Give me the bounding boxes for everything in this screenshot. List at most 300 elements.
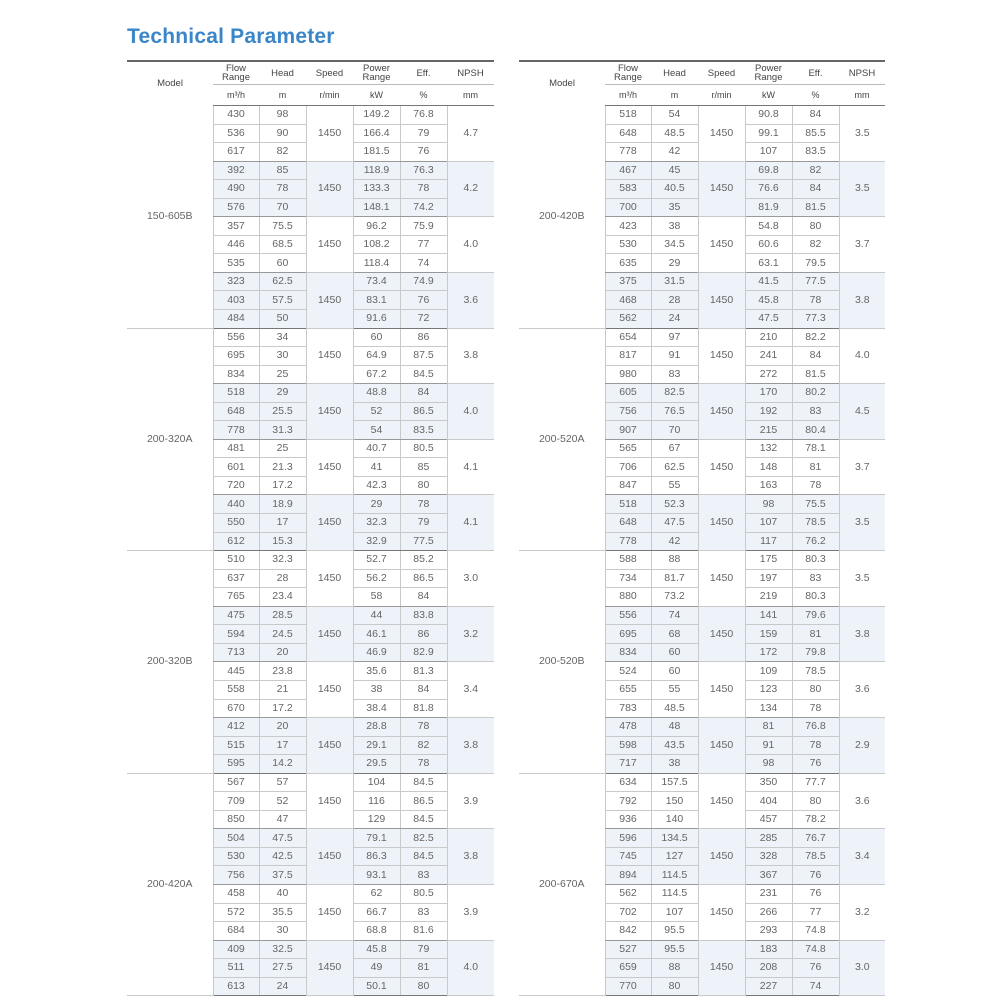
eff-cell: 76.8 xyxy=(400,106,447,125)
npsh-cell: 3.6 xyxy=(447,272,494,328)
head-cell: 27.5 xyxy=(259,959,306,978)
eff-cell: 85.2 xyxy=(400,551,447,570)
eff-cell: 80 xyxy=(400,977,447,996)
head-cell: 20 xyxy=(259,718,306,737)
eff-cell: 82.2 xyxy=(792,328,839,347)
head-cell: 95.5 xyxy=(651,940,698,959)
eff-cell: 75.5 xyxy=(792,495,839,514)
flow-cell: 880 xyxy=(605,588,651,607)
eff-cell: 77 xyxy=(400,235,447,254)
flow-cell: 709 xyxy=(213,792,259,811)
power-cell: 328 xyxy=(745,847,792,866)
flow-cell: 588 xyxy=(605,551,651,570)
head-cell: 52 xyxy=(259,792,306,811)
flow-cell: 468 xyxy=(605,291,651,310)
speed-cell: 1450 xyxy=(306,551,353,607)
power-cell: 44 xyxy=(353,606,400,625)
power-cell: 272 xyxy=(745,365,792,384)
flow-cell: 706 xyxy=(605,458,651,477)
speed-cell: 1450 xyxy=(698,495,745,551)
power-cell: 116 xyxy=(353,792,400,811)
page-title: Technical Parameter xyxy=(127,25,335,48)
power-cell: 54 xyxy=(353,421,400,440)
head-cell: 60 xyxy=(259,254,306,273)
flow-cell: 556 xyxy=(213,328,259,347)
eff-cell: 78 xyxy=(400,495,447,514)
head-cell: 57 xyxy=(259,773,306,792)
model-name: 200-670A xyxy=(519,773,605,996)
flow-cell: 684 xyxy=(213,922,259,941)
speed-cell: 1450 xyxy=(306,662,353,718)
power-cell: 29.1 xyxy=(353,736,400,755)
power-cell: 197 xyxy=(745,569,792,588)
head-cell: 80 xyxy=(651,977,698,996)
power-cell: 129 xyxy=(353,810,400,829)
power-cell: 76.6 xyxy=(745,180,792,199)
flow-cell: 357 xyxy=(213,217,259,236)
eff-cell: 84 xyxy=(792,180,839,199)
power-cell: 52.7 xyxy=(353,551,400,570)
parameter-table xyxy=(127,60,494,996)
flow-cell: 530 xyxy=(213,847,259,866)
npsh-cell: 3.6 xyxy=(839,662,885,718)
flow-cell: 720 xyxy=(213,476,259,495)
power-cell: 109 xyxy=(745,662,792,681)
power-cell: 56.2 xyxy=(353,569,400,588)
power-cell: 98 xyxy=(745,495,792,514)
model-name: 200-520B xyxy=(519,551,605,774)
model-name: 200-520A xyxy=(519,328,605,551)
eff-cell: 78 xyxy=(400,180,447,199)
eff-cell: 80.2 xyxy=(792,384,839,403)
flow-cell: 518 xyxy=(605,106,651,125)
power-cell: 141 xyxy=(745,606,792,625)
eff-cell: 78.5 xyxy=(792,662,839,681)
eff-cell: 86 xyxy=(400,328,447,347)
flow-cell: 423 xyxy=(605,217,651,236)
head-header: Head xyxy=(651,61,698,85)
flow-cell: 670 xyxy=(213,699,259,718)
power-cell: 81 xyxy=(745,718,792,737)
eff-cell: 81 xyxy=(400,959,447,978)
head-cell: 32.5 xyxy=(259,940,306,959)
power-cell: 215 xyxy=(745,421,792,440)
model-header: Model xyxy=(519,61,605,106)
head-cell: 23.4 xyxy=(259,588,306,607)
eff-cell: 76.8 xyxy=(792,718,839,737)
npsh-cell: 4.0 xyxy=(447,217,494,273)
eff-cell: 77.7 xyxy=(792,773,839,792)
flow-cell: 535 xyxy=(213,254,259,273)
eff-cell: 84 xyxy=(792,106,839,125)
flow-cell: 659 xyxy=(605,959,651,978)
power-cell: 285 xyxy=(745,829,792,848)
power-unit: kW xyxy=(353,85,400,106)
npsh-cell: 3.0 xyxy=(839,940,885,996)
flow-cell: 756 xyxy=(213,866,259,885)
power-cell: 219 xyxy=(745,588,792,607)
flow-cell: 765 xyxy=(213,588,259,607)
flow-cell: 392 xyxy=(213,161,259,180)
power-cell: 227 xyxy=(745,977,792,996)
power-cell: 181.5 xyxy=(353,143,400,162)
power-cell: 45.8 xyxy=(745,291,792,310)
flow-cell: 634 xyxy=(605,773,651,792)
speed-cell: 1450 xyxy=(698,328,745,384)
eff-cell: 80.5 xyxy=(400,439,447,458)
eff-cell: 77 xyxy=(792,903,839,922)
head-cell: 30 xyxy=(259,922,306,941)
head-cell: 28.5 xyxy=(259,606,306,625)
power-cell: 54.8 xyxy=(745,217,792,236)
npsh-cell: 3.6 xyxy=(839,773,885,829)
flow-cell: 635 xyxy=(605,254,651,273)
power-cell: 91.6 xyxy=(353,310,400,329)
eff-cell: 76.3 xyxy=(400,161,447,180)
power-cell: 47.5 xyxy=(745,310,792,329)
speed-header: Speed xyxy=(698,61,745,85)
head-cell: 83 xyxy=(651,365,698,384)
npsh-cell: 3.8 xyxy=(839,272,885,328)
eff-cell: 81.6 xyxy=(400,922,447,941)
power-cell: 133.3 xyxy=(353,180,400,199)
npsh-cell: 3.4 xyxy=(839,829,885,885)
flow-cell: 778 xyxy=(605,532,651,551)
eff-header: Eff. xyxy=(792,61,839,85)
eff-cell: 82.5 xyxy=(400,829,447,848)
speed-cell: 1450 xyxy=(306,217,353,273)
eff-cell: 80 xyxy=(400,476,447,495)
power-cell: 83.1 xyxy=(353,291,400,310)
eff-cell: 76 xyxy=(400,143,447,162)
power-cell: 45.8 xyxy=(353,940,400,959)
head-cell: 25 xyxy=(259,365,306,384)
speed-unit: r/min xyxy=(698,85,745,106)
power-cell: 132 xyxy=(745,439,792,458)
eff-cell: 76.2 xyxy=(792,532,839,551)
head-cell: 127 xyxy=(651,847,698,866)
head-cell: 48.5 xyxy=(651,699,698,718)
eff-cell: 78.5 xyxy=(792,514,839,533)
head-cell: 47 xyxy=(259,810,306,829)
head-cell: 14.2 xyxy=(259,755,306,774)
power-cell: 99.1 xyxy=(745,124,792,143)
flow-cell: 756 xyxy=(605,402,651,421)
flow-cell: 515 xyxy=(213,736,259,755)
head-cell: 47.5 xyxy=(259,829,306,848)
power-cell: 148.1 xyxy=(353,198,400,217)
speed-cell: 1450 xyxy=(698,940,745,996)
parameter-table-left xyxy=(127,60,494,996)
npsh-cell: 3.5 xyxy=(839,495,885,551)
eff-cell: 85.5 xyxy=(792,124,839,143)
power-cell: 163 xyxy=(745,476,792,495)
head-cell: 24 xyxy=(651,310,698,329)
eff-cell: 78.5 xyxy=(792,847,839,866)
power-cell: 107 xyxy=(745,514,792,533)
speed-cell: 1450 xyxy=(306,940,353,996)
power-cell: 192 xyxy=(745,402,792,421)
flow-cell: 375 xyxy=(605,272,651,291)
eff-cell: 76 xyxy=(792,866,839,885)
npsh-cell: 3.0 xyxy=(447,551,494,607)
flow-cell: 850 xyxy=(213,810,259,829)
head-cell: 150 xyxy=(651,792,698,811)
eff-cell: 76 xyxy=(400,291,447,310)
flow-cell: 562 xyxy=(605,310,651,329)
speed-cell: 1450 xyxy=(698,106,745,162)
eff-cell: 77.5 xyxy=(792,272,839,291)
speed-cell: 1450 xyxy=(306,884,353,940)
power-cell: 42.3 xyxy=(353,476,400,495)
flow-cell: 478 xyxy=(605,718,651,737)
head-cell: 28 xyxy=(259,569,306,588)
eff-cell: 86 xyxy=(400,625,447,644)
model-header: Model xyxy=(127,61,213,106)
eff-cell: 78 xyxy=(400,755,447,774)
power-cell: 38 xyxy=(353,680,400,699)
npsh-cell: 3.2 xyxy=(839,884,885,940)
head-cell: 42 xyxy=(651,143,698,162)
flow-cell: 445 xyxy=(213,662,259,681)
speed-cell: 1450 xyxy=(306,106,353,162)
eff-cell: 72 xyxy=(400,310,447,329)
flow-cell: 536 xyxy=(213,124,259,143)
table-row xyxy=(519,551,885,570)
power-cell: 50.1 xyxy=(353,977,400,996)
eff-cell: 82.9 xyxy=(400,643,447,662)
head-cell: 78 xyxy=(259,180,306,199)
flow-cell: 556 xyxy=(605,606,651,625)
eff-cell: 77.3 xyxy=(792,310,839,329)
eff-cell: 82 xyxy=(792,161,839,180)
head-cell: 91 xyxy=(651,347,698,366)
head-cell: 55 xyxy=(651,680,698,699)
flow-cell: 778 xyxy=(213,421,259,440)
eff-cell: 74 xyxy=(792,977,839,996)
power-cell: 29.5 xyxy=(353,755,400,774)
npsh-cell: 3.9 xyxy=(447,884,494,940)
eff-cell: 78 xyxy=(792,476,839,495)
npsh-cell: 3.8 xyxy=(839,606,885,662)
eff-cell: 82 xyxy=(792,235,839,254)
eff-cell: 84.5 xyxy=(400,847,447,866)
flow-cell: 576 xyxy=(213,198,259,217)
flow-cell: 817 xyxy=(605,347,651,366)
head-cell: 35.5 xyxy=(259,903,306,922)
flow-cell: 562 xyxy=(605,884,651,903)
head-unit: m xyxy=(259,85,306,106)
head-cell: 48.5 xyxy=(651,124,698,143)
eff-cell: 74.8 xyxy=(792,940,839,959)
npsh-cell: 4.7 xyxy=(447,106,494,162)
flow-cell: 617 xyxy=(213,143,259,162)
power-cell: 104 xyxy=(353,773,400,792)
eff-cell: 78 xyxy=(792,699,839,718)
head-cell: 43.5 xyxy=(651,736,698,755)
power-cell: 210 xyxy=(745,328,792,347)
flow-cell: 510 xyxy=(213,551,259,570)
flow-cell: 598 xyxy=(605,736,651,755)
head-header: Head xyxy=(259,61,306,85)
power-header: Power Range xyxy=(353,61,400,85)
speed-cell: 1450 xyxy=(306,773,353,829)
eff-cell: 84 xyxy=(400,384,447,403)
npsh-cell: 4.0 xyxy=(839,328,885,384)
flow-cell: 605 xyxy=(605,384,651,403)
power-cell: 86.3 xyxy=(353,847,400,866)
eff-cell: 83.8 xyxy=(400,606,447,625)
head-cell: 25 xyxy=(259,439,306,458)
power-cell: 293 xyxy=(745,922,792,941)
head-cell: 17 xyxy=(259,514,306,533)
head-cell: 67 xyxy=(651,439,698,458)
head-cell: 88 xyxy=(651,551,698,570)
eff-cell: 75.9 xyxy=(400,217,447,236)
npsh-cell: 3.8 xyxy=(447,328,494,384)
flow-cell: 792 xyxy=(605,792,651,811)
power-cell: 241 xyxy=(745,347,792,366)
power-cell: 32.9 xyxy=(353,532,400,551)
power-cell: 29 xyxy=(353,495,400,514)
eff-cell: 79.8 xyxy=(792,643,839,662)
eff-cell: 83.5 xyxy=(792,143,839,162)
eff-cell: 76 xyxy=(792,755,839,774)
flow-cell: 702 xyxy=(605,903,651,922)
power-cell: 35.6 xyxy=(353,662,400,681)
eff-cell: 80.4 xyxy=(792,421,839,440)
flow-cell: 530 xyxy=(605,235,651,254)
power-cell: 108.2 xyxy=(353,235,400,254)
eff-cell: 82 xyxy=(400,736,447,755)
eff-cell: 78 xyxy=(792,291,839,310)
flow-cell: 745 xyxy=(605,847,651,866)
head-cell: 50 xyxy=(259,310,306,329)
flow-cell: 511 xyxy=(213,959,259,978)
head-cell: 76.5 xyxy=(651,402,698,421)
power-cell: 63.1 xyxy=(745,254,792,273)
eff-cell: 80.3 xyxy=(792,588,839,607)
head-cell: 81.7 xyxy=(651,569,698,588)
model-name: 200-320A xyxy=(127,328,213,551)
eff-cell: 83 xyxy=(400,903,447,922)
npsh-cell: 3.7 xyxy=(839,217,885,273)
npsh-cell: 3.8 xyxy=(447,829,494,885)
power-cell: 66.7 xyxy=(353,903,400,922)
flow-cell: 654 xyxy=(605,328,651,347)
head-cell: 90 xyxy=(259,124,306,143)
head-cell: 95.5 xyxy=(651,922,698,941)
flow-unit: m³/h xyxy=(605,85,651,106)
power-cell: 46.1 xyxy=(353,625,400,644)
head-cell: 82 xyxy=(259,143,306,162)
head-cell: 34.5 xyxy=(651,235,698,254)
npsh-cell: 3.9 xyxy=(447,773,494,829)
speed-cell: 1450 xyxy=(698,439,745,495)
power-cell: 118.4 xyxy=(353,254,400,273)
eff-cell: 86.5 xyxy=(400,792,447,811)
flow-cell: 430 xyxy=(213,106,259,125)
flow-cell: 518 xyxy=(213,384,259,403)
head-cell: 38 xyxy=(651,217,698,236)
flow-cell: 613 xyxy=(213,977,259,996)
eff-cell: 74.2 xyxy=(400,198,447,217)
speed-cell: 1450 xyxy=(698,161,745,217)
power-cell: 404 xyxy=(745,792,792,811)
npsh-cell: 4.1 xyxy=(447,495,494,551)
eff-cell: 83 xyxy=(792,402,839,421)
power-cell: 46.9 xyxy=(353,643,400,662)
flow-cell: 648 xyxy=(605,124,651,143)
flow-cell: 847 xyxy=(605,476,651,495)
speed-cell: 1450 xyxy=(306,272,353,328)
flow-cell: 440 xyxy=(213,495,259,514)
npsh-cell: 3.5 xyxy=(839,106,885,162)
eff-cell: 81 xyxy=(792,625,839,644)
flow-cell: 648 xyxy=(213,402,259,421)
head-cell: 60 xyxy=(651,662,698,681)
head-cell: 30 xyxy=(259,347,306,366)
head-cell: 47.5 xyxy=(651,514,698,533)
head-cell: 23.8 xyxy=(259,662,306,681)
flow-cell: 834 xyxy=(213,365,259,384)
head-cell: 31.5 xyxy=(651,272,698,291)
power-cell: 172 xyxy=(745,643,792,662)
npsh-cell: 4.0 xyxy=(447,940,494,996)
eff-cell: 81.5 xyxy=(792,198,839,217)
eff-cell: 80 xyxy=(792,680,839,699)
head-cell: 15.3 xyxy=(259,532,306,551)
head-cell: 60 xyxy=(651,643,698,662)
flow-cell: 734 xyxy=(605,569,651,588)
speed-cell: 1450 xyxy=(698,384,745,440)
eff-cell: 80 xyxy=(792,217,839,236)
head-cell: 74 xyxy=(651,606,698,625)
eff-cell: 74.9 xyxy=(400,272,447,291)
eff-cell: 83 xyxy=(400,866,447,885)
speed-header: Speed xyxy=(306,61,353,85)
flow-cell: 475 xyxy=(213,606,259,625)
power-cell: 40.7 xyxy=(353,439,400,458)
flow-cell: 770 xyxy=(605,977,651,996)
eff-cell: 84.5 xyxy=(400,365,447,384)
eff-cell: 80.5 xyxy=(400,884,447,903)
power-cell: 62 xyxy=(353,884,400,903)
flow-cell: 558 xyxy=(213,680,259,699)
parameter-table xyxy=(519,60,885,996)
npsh-cell: 4.2 xyxy=(447,161,494,217)
speed-cell: 1450 xyxy=(698,829,745,885)
speed-cell: 1450 xyxy=(306,829,353,885)
flow-cell: 695 xyxy=(213,347,259,366)
eff-cell: 79 xyxy=(400,124,447,143)
eff-cell: 81.8 xyxy=(400,699,447,718)
model-name: 200-320B xyxy=(127,551,213,774)
eff-header: Eff. xyxy=(400,61,447,85)
flow-cell: 524 xyxy=(605,662,651,681)
eff-cell: 86.5 xyxy=(400,569,447,588)
head-cell: 62.5 xyxy=(259,272,306,291)
head-cell: 134.5 xyxy=(651,829,698,848)
power-cell: 96.2 xyxy=(353,217,400,236)
power-cell: 457 xyxy=(745,810,792,829)
flow-cell: 481 xyxy=(213,439,259,458)
model-name: 200-420A xyxy=(127,773,213,996)
table-row xyxy=(127,551,494,570)
head-cell: 57.5 xyxy=(259,291,306,310)
flow-cell: 842 xyxy=(605,922,651,941)
speed-cell: 1450 xyxy=(698,662,745,718)
